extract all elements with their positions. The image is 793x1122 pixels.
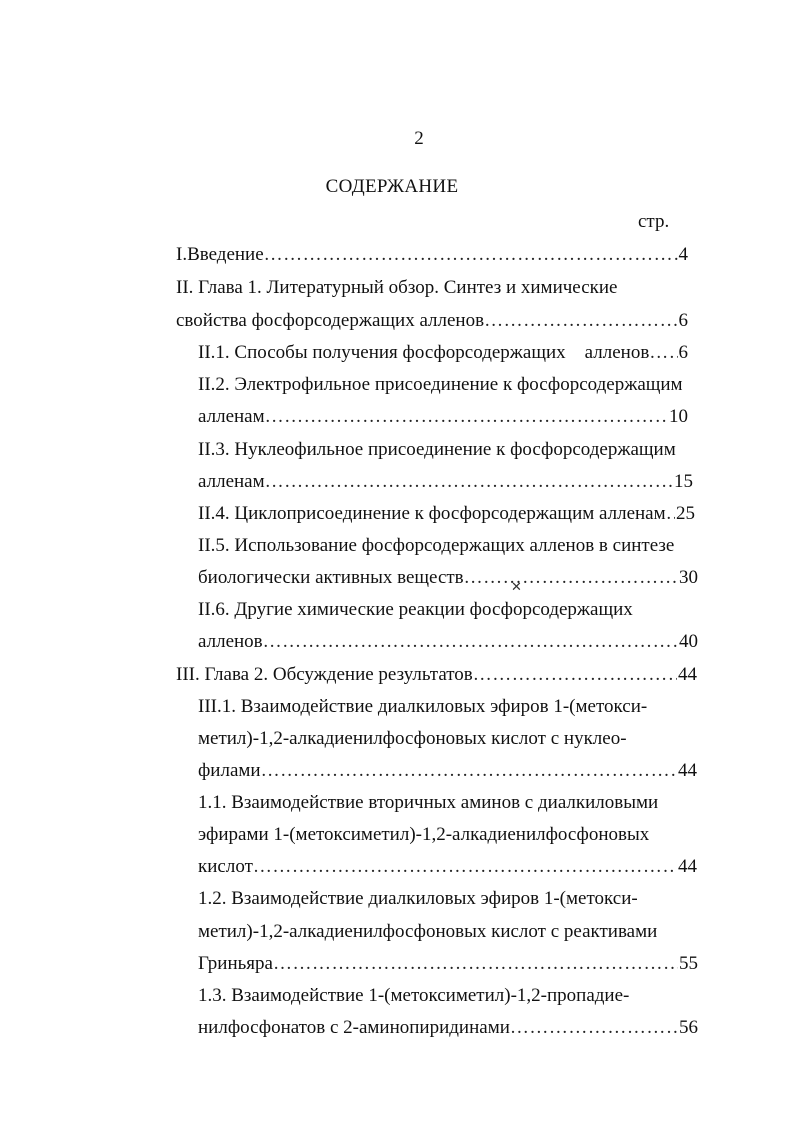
stray-pen-mark: ✕ [511,579,522,594]
toc-entry-title: II.1. Способы получения фосфорсодержащих алленов [198,342,650,363]
toc-entry-page: 6 [678,342,688,363]
toc-entry-1-2-line2: метил)-1,2-алкадиенилфосфоновых кислот с реактивами [198,921,658,942]
toc-entry-chapter1-line1: II. Глава 1. Литературный обзор. Синтез и химические [176,277,618,298]
toc-entry-title: алленам [198,471,265,492]
toc-entry-page: 6 [678,310,688,331]
toc-entry-title: Гриньяра [198,953,273,974]
toc-entry-page: 40 [679,631,698,652]
toc-leader-dots [473,664,677,686]
toc-entry-ii-2-line1: II.2. Электрофильное присоединение к фосфорсодержащим [198,374,683,395]
toc-entry-ii-6 [198,631,698,653]
toc-leader-dots [264,244,678,266]
toc-entry-title: нилфосфонатов с 2-аминопиридинами [198,1017,510,1038]
toc-entry-iii-1-line1: III.1. Взаимодействие диалкиловых эфиров 1-(метокси- [198,696,648,717]
toc-entry-ii-5 [198,567,698,589]
toc-entry-chapter2 [176,664,697,686]
toc-entry-ii-3-line1: II.3. Нуклеофильное присоединение к фосфорсодержащим [198,439,676,460]
page-title: СОДЕРЖАНИЕ [325,176,459,197]
pages-column-label: стр. [638,211,670,232]
toc-leader-dots [649,342,677,364]
toc-entry-title: I.Введение [176,244,264,265]
toc-leader-dots [263,631,678,653]
toc-entry-title: III. Глава 2. Обсуждение результатов [176,664,473,685]
toc-leader-dots [261,760,677,782]
toc-entry-page: 15 [674,471,693,492]
toc-entry-ii-4 [198,503,695,525]
toc-entry-1-3-line1: 1.3. Взаимодействие 1-(метоксиметил)-1,2-пропадие- [198,985,630,1006]
toc-entry-ii-1 [198,342,688,364]
toc-leader-dots [666,503,675,525]
toc-entry-page: 55 [679,953,698,974]
toc-entry-title: алленов [198,631,263,652]
toc-entry-title: свойства фосфорсодержащих алленов [176,310,485,331]
toc-entry-page: 10 [669,406,688,427]
toc-leader-dots [253,856,677,878]
toc-leader-dots [484,310,677,332]
toc-leader-dots [273,953,678,975]
toc-leader-dots [265,471,673,493]
toc-entry-1-1-line2: эфирами 1-(метоксиметил)-1,2-алкадиенилфосфоновых [198,824,650,845]
toc-entry-1-1-line1: 1.1. Взаимодействие вторичных аминов с диалкиловыми [198,792,659,813]
toc-entry-iii-1 [198,760,697,782]
toc-leader-dots [510,1017,678,1039]
toc-entry-page: 44 [678,664,697,685]
toc-leader-dots [464,567,678,589]
toc-entry-page: 44 [678,760,697,781]
toc-entry-introduction [176,244,688,266]
toc-entry-1-2-line1: 1.2. Взаимодействие диалкиловых эфиров 1-(метокси- [198,888,638,909]
page-number: 2 [414,128,424,149]
toc-entry-ii-6-line1: II.6. Другие химические реакции фосфорсодержащих [198,599,633,620]
toc-entry-chapter1 [176,310,688,332]
toc-entry-ii-2 [198,406,688,428]
toc-entry-1-3 [198,1017,698,1039]
toc-entry-ii-5-line1: II.5. Использование фосфорсодержащих алленов в синтезе [198,535,675,556]
toc-entry-page: 56 [679,1017,698,1038]
toc-entry-page: 4 [678,244,688,265]
toc-entry-page: 30 [679,567,698,588]
toc-leader-dots [265,406,668,428]
toc-entry-title: алленам [198,406,265,427]
toc-entry-title: филами [198,760,261,781]
toc-entry-ii-3 [198,471,693,493]
toc-entry-1-2 [198,953,698,975]
toc-entry-page: 44 [678,856,697,877]
toc-entry-title: кислот [198,856,253,877]
toc-entry-1-1 [198,856,697,878]
toc-entry-iii-1-line2: метил)-1,2-алкадиенилфосфоновых кислот с нуклео- [198,728,627,749]
toc-entry-title: биологически активных веществ [198,567,464,588]
toc-entry-page: 25 [676,503,695,524]
toc-entry-title: II.4. Циклоприсоединение к фосфорсодержащим алленам [198,503,666,524]
